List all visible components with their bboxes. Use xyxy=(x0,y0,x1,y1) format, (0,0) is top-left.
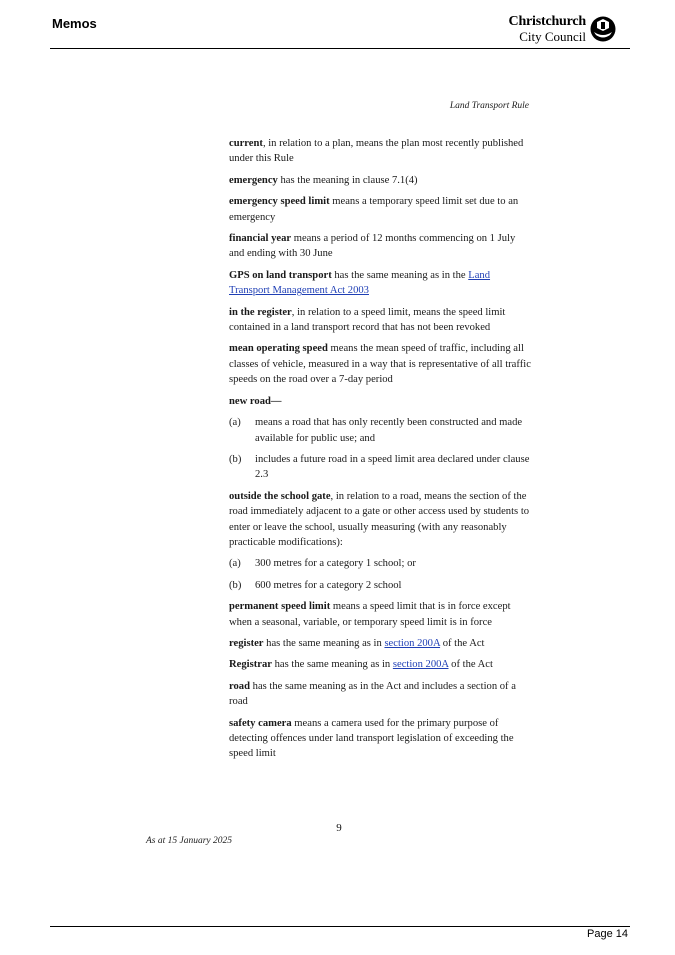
running-head: Land Transport Rule xyxy=(449,101,529,111)
new-road-item-a: (a) means a road that has only recently been constructed and made available for public use; and xyxy=(229,417,523,444)
council-logo xyxy=(498,14,618,44)
definition-in-the-register: in the register, in relation to a speed limit, means the speed limit contained in a land transport record that has not been revoked xyxy=(229,306,506,334)
definition-emergency: emergency has the meaning in clause 7.1(4) xyxy=(229,174,418,186)
section-200a-link[interactable]: section 200A xyxy=(392,659,449,671)
as-at-date: As at 15 January 2025 xyxy=(146,836,233,846)
document-page-number: 9 xyxy=(336,822,342,834)
footer-rule xyxy=(50,926,630,927)
header-rule xyxy=(50,48,630,49)
definition-current: current, in relation to a plan, means the plan most recently published under this Rule xyxy=(229,138,524,165)
lmta-link[interactable]: Land Transport Management Act 2003 xyxy=(229,269,491,297)
logo-line-1: Christchurch xyxy=(508,14,586,29)
definition-emergency-speed-limit: emergency speed limit means a temporary speed limit set due to an emergency xyxy=(229,196,519,223)
memos-header-title: Memos xyxy=(52,16,97,31)
footer-page-label: Page 14 xyxy=(587,928,628,940)
definition-safety-camera: safety camera means a camera used for the primary purpose of detecting offences under land transport legislation of exceeding the speed limit xyxy=(229,717,514,760)
definition-mean-operating-speed: mean operating speed means the mean speed of traffic, including all classes of vehicle, measured in a way that is representative of all traffic speeds on the road over a 7-day period xyxy=(229,343,531,386)
definition-register: register has the same meaning as in section 200A of the Act xyxy=(229,637,485,649)
definition-new-road: new road— xyxy=(229,395,282,407)
section-200a-link[interactable]: section 200A xyxy=(384,637,441,649)
school-gate-item-a: (a) 300 metres for a category 1 school; or xyxy=(229,558,416,570)
council-crest-icon xyxy=(590,16,616,42)
definition-road: road has the same meaning as in the Act and includes a section of a road xyxy=(229,680,516,708)
school-gate-item-b: (b) 600 metres for a category 2 school xyxy=(229,579,402,591)
definitions-body xyxy=(229,136,531,768)
logo-line-2: City Council xyxy=(519,29,586,44)
definition-permanent-speed-limit: permanent speed limit means a speed limit that is in force except when a seasonal, variable, or temporary speed limit is in force xyxy=(229,601,511,628)
definition-registrar: Registrar has the same meaning as in section 200A of the Act xyxy=(229,659,493,671)
new-road-item-b: (b) includes a future road in a speed limit area declared under clause 2.3 xyxy=(229,453,530,481)
definition-outside-school-gate: outside the school gate, in relation to a road, means the section of the road immediately adjacent to a gate or other access used by students to enter or leave the school, usually measuring (with any reasonably practicable modifications): xyxy=(229,490,530,548)
definition-gps: GPS on land transport has the same meaning as in the Land Transport Management Act 2003 xyxy=(229,269,491,297)
definition-financial-year: financial year means a period of 12 months commencing on 1 July and ending with 30 June xyxy=(229,233,516,260)
